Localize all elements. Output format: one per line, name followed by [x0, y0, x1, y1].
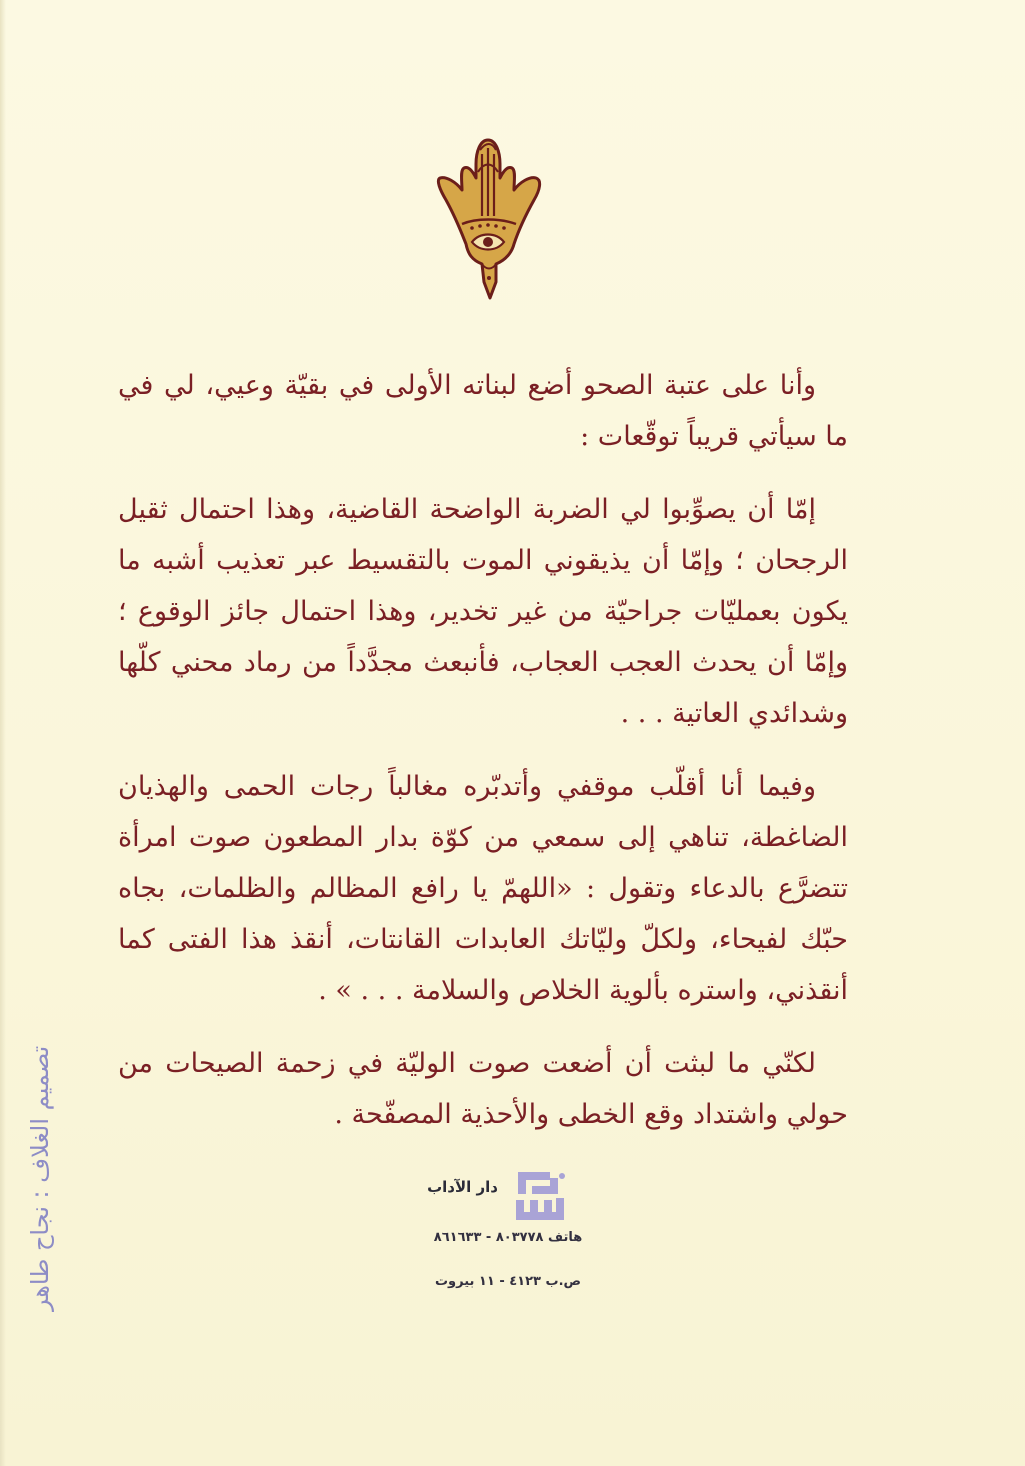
publisher-name: دار الآداب [427, 1178, 498, 1196]
cover-designer-credit: تصميم الغلاف : نجاح طاهر [26, 1045, 54, 1311]
publisher-block [388, 1168, 628, 1328]
excerpt-text [118, 360, 848, 1162]
excerpt-paragraph-4: لكنّي ما لبثت أن أضعت صوت الوليّة في زحمة الصيحات من حولي واشتداد وقع الخطى والأحذية المصفّحة . [118, 1048, 848, 1130]
excerpt-paragraph-3: وفيما أنا أقلّب موقفي وأتدبّره مغالباً رجات الحمى والهذيان الضاغطة، تناهي إلى سمعي من كوّة بدار المطعون صوت امرأة تتضرَّع بالدعاء وتقول : «اللهمّ يا رافع المظالم والظلمات، بجاه حبّك لفيحاء، ولكلّ وليّاتك العابدات القانتات، أنقذ هذا الفتى كما أنقذني، واستره بألوية الخلاص والسلامة . . . » . [118, 771, 848, 1006]
hand-of-fatima-icon [432, 132, 544, 304]
excerpt-paragraph-2: إمّا أن يصوِّبوا لي الضربة الواضحة القاضية، وهذا احتمال ثقيل الرجحان ؛ وإمّا أن يذيقوني الموت بالتقسيط عبر تعذيب أشبه ما يكون بعمليّات جراحيّة من غير تخدير، وهذا احتمال جائز الوقوع ؛ وإمّا أن يحدث العجب العجاب، فأنبعث مجدَّداً من رماد محني كلّها وشدائدي العاتية . . . [118, 494, 848, 729]
page-edge-shadow [0, 0, 6, 1466]
excerpt-paragraph-1: وأنا على عتبة الصحو أضع لبناته الأولى في بقيّة وعيي، لي في ما سيأتي قريباً توقّعات : [118, 370, 848, 452]
publisher-phone: هاتف ٨٠٣٧٧٨ - ٨٦١٦٣٣ [433, 1230, 583, 1245]
publisher-pobox: ص.ب ٤١٢٣ - ١١ بيروت [434, 1274, 582, 1289]
publisher-logo-icon [512, 1168, 568, 1224]
